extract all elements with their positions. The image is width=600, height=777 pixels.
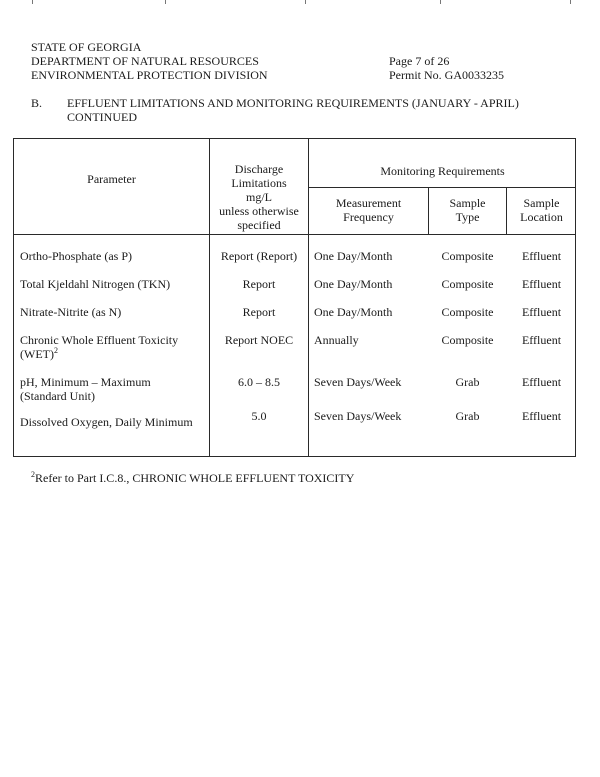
scan-mark — [570, 0, 571, 4]
header-text: Frequency — [343, 210, 394, 224]
footnote-marker: 2 — [53, 346, 58, 355]
header-measurement-frequency — [309, 196, 428, 224]
footnote-text: Refer to Part I.C.8., CHRONIC WHOLE EFFLUENT TOXICITY — [35, 471, 355, 485]
scan-mark — [165, 0, 166, 4]
header-discharge-limitations — [210, 162, 308, 232]
section-title — [67, 96, 547, 124]
scan-mark — [440, 0, 441, 4]
header-bottom-rule — [14, 234, 575, 235]
parameter-cell-line2: (Standard Unit) — [20, 389, 95, 403]
header-parameter: Parameter — [87, 172, 136, 186]
sample-type-cell: Grab — [455, 409, 480, 423]
frequency-cell: Seven Days/Week — [314, 409, 402, 423]
header-text: Limitations — [231, 176, 287, 190]
header-sample-type — [429, 196, 506, 224]
page-number: Page 7 of 26 — [389, 54, 450, 68]
header-text: unless otherwise — [219, 204, 299, 218]
sample-type-cell: Composite — [441, 333, 494, 347]
division-name: ENVIRONMENTAL PROTECTION DIVISION — [31, 68, 268, 82]
parameter-cell: Nitrate-Nitrite (as N) — [20, 305, 122, 319]
header-text: Sample — [449, 196, 486, 210]
header-sample-location — [507, 196, 576, 224]
sample-location-cell: Effluent — [521, 249, 562, 263]
header-divider — [308, 187, 575, 188]
table-row — [20, 333, 178, 361]
parameter-cell-line2 — [20, 347, 178, 361]
parameter-cell: pH, Minimum – Maximum — [20, 375, 151, 389]
sample-location-cell: Effluent — [521, 333, 562, 347]
footnote-marker: 2 — [31, 470, 35, 479]
limit-cell: Report NOEC — [224, 333, 294, 347]
limit-cell: Report — [242, 305, 276, 319]
frequency-cell: One Day/Month — [314, 249, 393, 263]
table-row — [20, 277, 170, 291]
footnote — [31, 471, 354, 485]
header-text: Location — [520, 210, 563, 224]
scan-mark — [32, 0, 33, 4]
frequency-cell: One Day/Month — [314, 305, 393, 319]
limit-cell: 6.0 – 8.5 — [238, 375, 280, 389]
page-info — [389, 54, 504, 82]
header-text: Type — [455, 210, 480, 224]
section-title-line: CONTINUED — [67, 110, 137, 124]
parameter-text: (WET) — [20, 347, 54, 361]
header-text: specified — [237, 218, 281, 232]
sample-location-cell: Effluent — [521, 409, 562, 423]
sample-location-cell: Effluent — [521, 277, 562, 291]
frequency-cell: Annually — [314, 333, 359, 347]
section-title-line: EFFLUENT LIMITATIONS AND MONITORING REQUIREMENTS (JANUARY - APRIL) — [67, 96, 519, 110]
scan-mark — [305, 0, 306, 4]
sample-type-cell: Composite — [441, 249, 494, 263]
limitations-table — [13, 138, 576, 457]
department-name: DEPARTMENT OF NATURAL RESOURCES — [31, 54, 259, 68]
table-row — [20, 305, 121, 319]
sample-type-cell: Composite — [441, 305, 494, 319]
section-letter: B. — [31, 96, 43, 110]
parameter-cell: Ortho-Phosphate (as P) — [20, 249, 132, 263]
limit-cell: 5.0 — [251, 409, 267, 423]
limit-cell: Report (Report) — [220, 249, 298, 263]
state-name: STATE OF GEORGIA — [31, 40, 142, 54]
sample-type-cell: Grab — [455, 375, 480, 389]
limit-cell: Report — [242, 277, 276, 291]
frequency-cell: Seven Days/Week — [314, 375, 402, 389]
agency-header — [31, 40, 268, 82]
permit-number: Permit No. GA0033235 — [389, 68, 504, 82]
table-row — [20, 249, 132, 263]
sample-location-cell: Effluent — [521, 305, 562, 319]
header-monitoring-requirements: Monitoring Requirements — [380, 164, 505, 178]
sample-location-cell: Effluent — [521, 375, 562, 389]
header-text: mg/L — [246, 190, 272, 204]
table-row — [20, 415, 193, 429]
header-text: Sample — [523, 196, 560, 210]
sample-type-cell: Composite — [441, 277, 494, 291]
table-row — [20, 375, 151, 403]
frequency-cell: One Day/Month — [314, 277, 393, 291]
parameter-cell: Chronic Whole Effluent Toxicity — [20, 333, 179, 347]
parameter-cell: Dissolved Oxygen, Daily Minimum — [20, 415, 193, 429]
parameter-cell: Total Kjeldahl Nitrogen (TKN) — [20, 277, 171, 291]
header-text: Discharge — [234, 162, 284, 176]
header-text: Measurement — [335, 196, 402, 210]
